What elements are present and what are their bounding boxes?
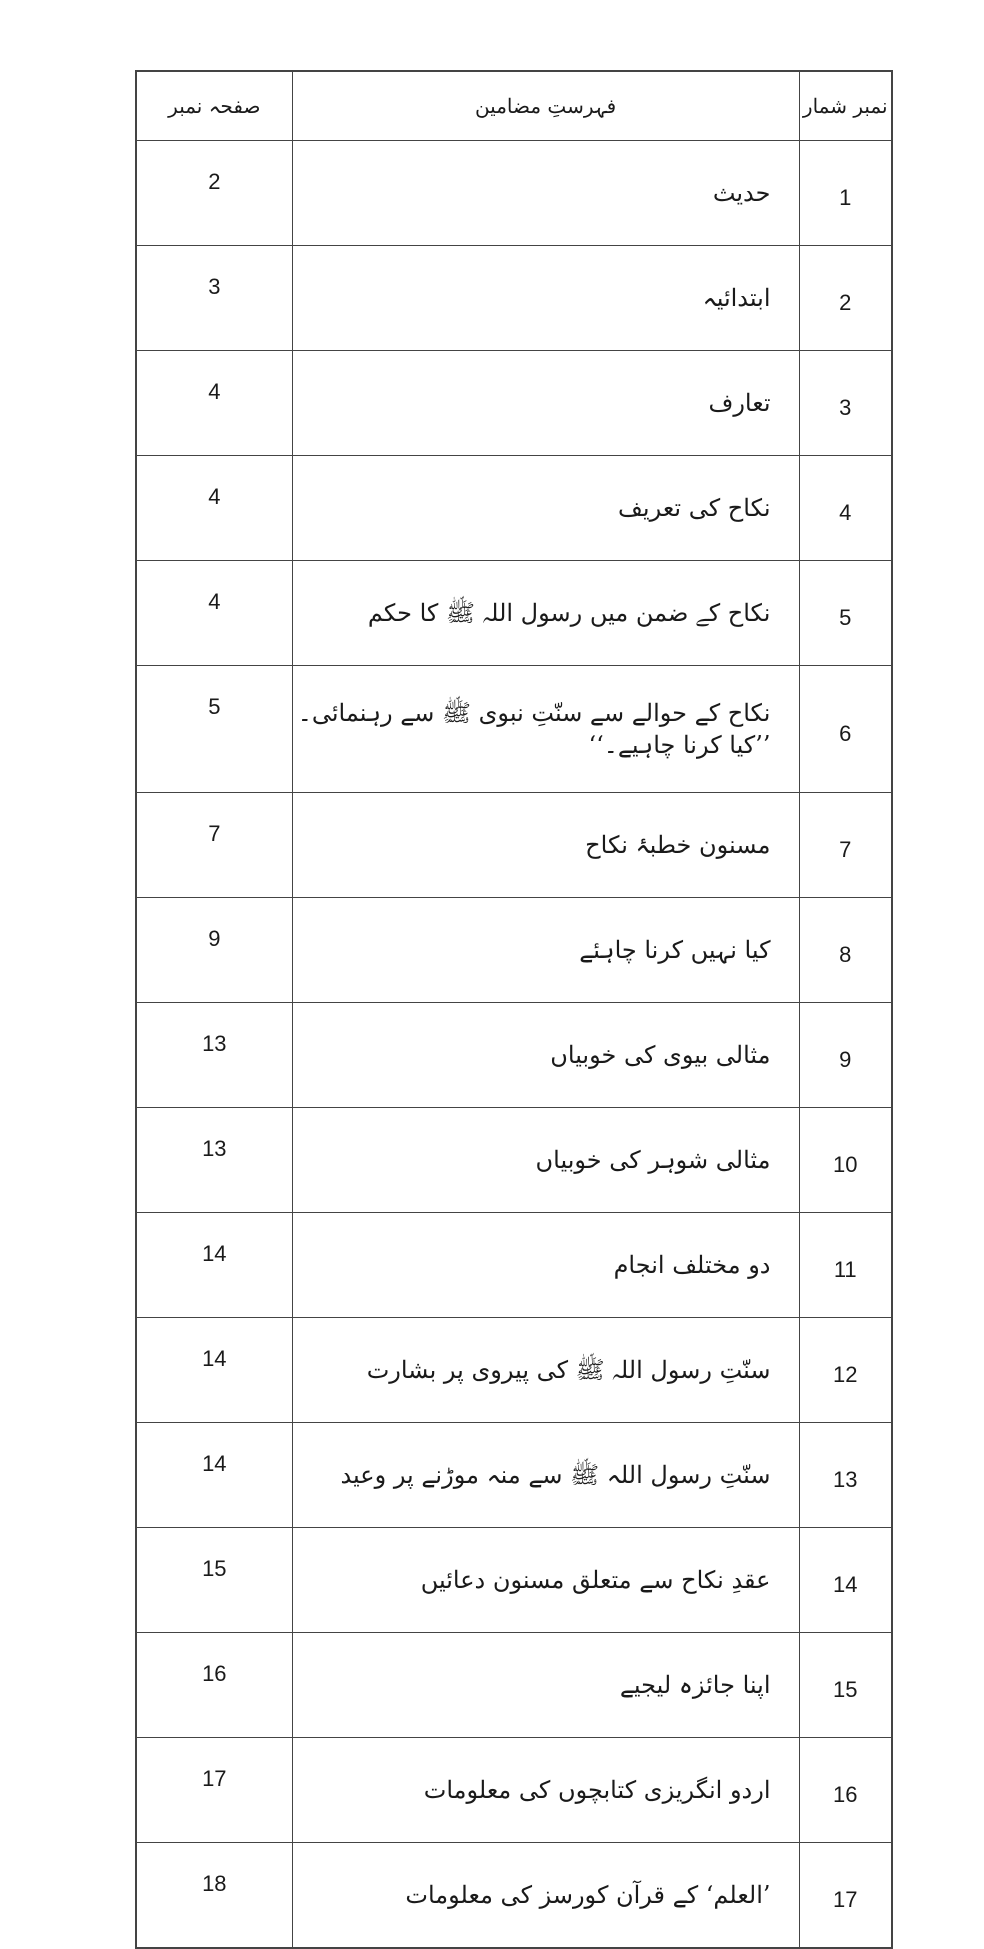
table-row [136, 246, 892, 351]
serial-number: 14 [799, 1528, 892, 1633]
table-row [136, 456, 892, 561]
entry-title: ابتدائیہ [292, 246, 799, 351]
serial-number: 6 [799, 666, 892, 793]
serial-number: 12 [799, 1318, 892, 1423]
serial-number: 16 [799, 1738, 892, 1843]
serial-number: 4 [799, 456, 892, 561]
serial-number: 10 [799, 1108, 892, 1213]
page-number: 4 [136, 561, 292, 666]
serial-number: 17 [799, 1843, 892, 1949]
serial-number: 11 [799, 1213, 892, 1318]
table-row [136, 1108, 892, 1213]
table-row [136, 561, 892, 666]
entry-title: سنّتِ رسول اللہ ﷺ سے منہ موڑنے پر وعید [292, 1423, 799, 1528]
contents-header: فہرستِ مضامین [292, 71, 799, 141]
table-row [136, 666, 892, 793]
entry-title: نکاح کے حوالے سے سنّتِ نبوی ﷺ سے رہنمائی۔ ’’کیا کرنا چاہیے۔‘‘ [292, 666, 799, 793]
page-number: 7 [136, 793, 292, 898]
serial-number: 1 [799, 141, 892, 246]
entry-title: کیا نہیں کرنا چاہئے [292, 898, 799, 1003]
table-row [136, 793, 892, 898]
table-row [136, 351, 892, 456]
table-of-contents [135, 70, 893, 1949]
page-number: 18 [136, 1843, 292, 1949]
table-row [136, 1738, 892, 1843]
table-row [136, 1633, 892, 1738]
entry-title: ’العلم‘ کے قرآن کورسز کی معلومات [292, 1843, 799, 1949]
table-row [136, 1318, 892, 1423]
serial-number: 13 [799, 1423, 892, 1528]
serial-number: 8 [799, 898, 892, 1003]
page-number: 9 [136, 898, 292, 1003]
entry-title: اپنا جائزہ لیجیے [292, 1633, 799, 1738]
page-number: 13 [136, 1003, 292, 1108]
serial-number: 9 [799, 1003, 892, 1108]
table-row [136, 898, 892, 1003]
table-row [136, 1528, 892, 1633]
table-row [136, 141, 892, 246]
serial-number: 7 [799, 793, 892, 898]
entry-title: مثالی بیوی کی خوبیاں [292, 1003, 799, 1108]
serial-number: 5 [799, 561, 892, 666]
page-number: 4 [136, 456, 292, 561]
entry-title: دو مختلف انجام [292, 1213, 799, 1318]
page-number: 5 [136, 666, 292, 793]
entry-title: حدیث [292, 141, 799, 246]
entry-title: اردو انگریزی کتابچوں کی معلومات [292, 1738, 799, 1843]
page-number: 2 [136, 141, 292, 246]
table-row [136, 1003, 892, 1108]
page-number: 15 [136, 1528, 292, 1633]
entry-title: تعارف [292, 351, 799, 456]
entry-title: سنّتِ رسول اللہ ﷺ کی پیروی پر بشارت [292, 1318, 799, 1423]
entry-title: عقدِ نکاح سے متعلق مسنون دعائیں [292, 1528, 799, 1633]
page-number: 3 [136, 246, 292, 351]
page-number: 16 [136, 1633, 292, 1738]
page-number-header: صفحہ نمبر [136, 71, 292, 141]
serial-number: 3 [799, 351, 892, 456]
table-row [136, 1843, 892, 1949]
serial-number: 2 [799, 246, 892, 351]
entry-title: نکاح کی تعریف [292, 456, 799, 561]
page-number: 14 [136, 1213, 292, 1318]
table-row [136, 1423, 892, 1528]
serial-number-header: نمبر شمار [799, 71, 892, 141]
page-number: 17 [136, 1738, 292, 1843]
serial-number: 15 [799, 1633, 892, 1738]
header-row [136, 71, 892, 141]
table-row [136, 1213, 892, 1318]
entry-title: نکاح کے ضمن میں رسول اللہ ﷺ کا حکم [292, 561, 799, 666]
entry-title: مثالی شوہر کی خوبیاں [292, 1108, 799, 1213]
entry-title: مسنون خطبۂ نکاح [292, 793, 799, 898]
page-number: 4 [136, 351, 292, 456]
page-number: 13 [136, 1108, 292, 1213]
page-number: 14 [136, 1318, 292, 1423]
page-number: 14 [136, 1423, 292, 1528]
